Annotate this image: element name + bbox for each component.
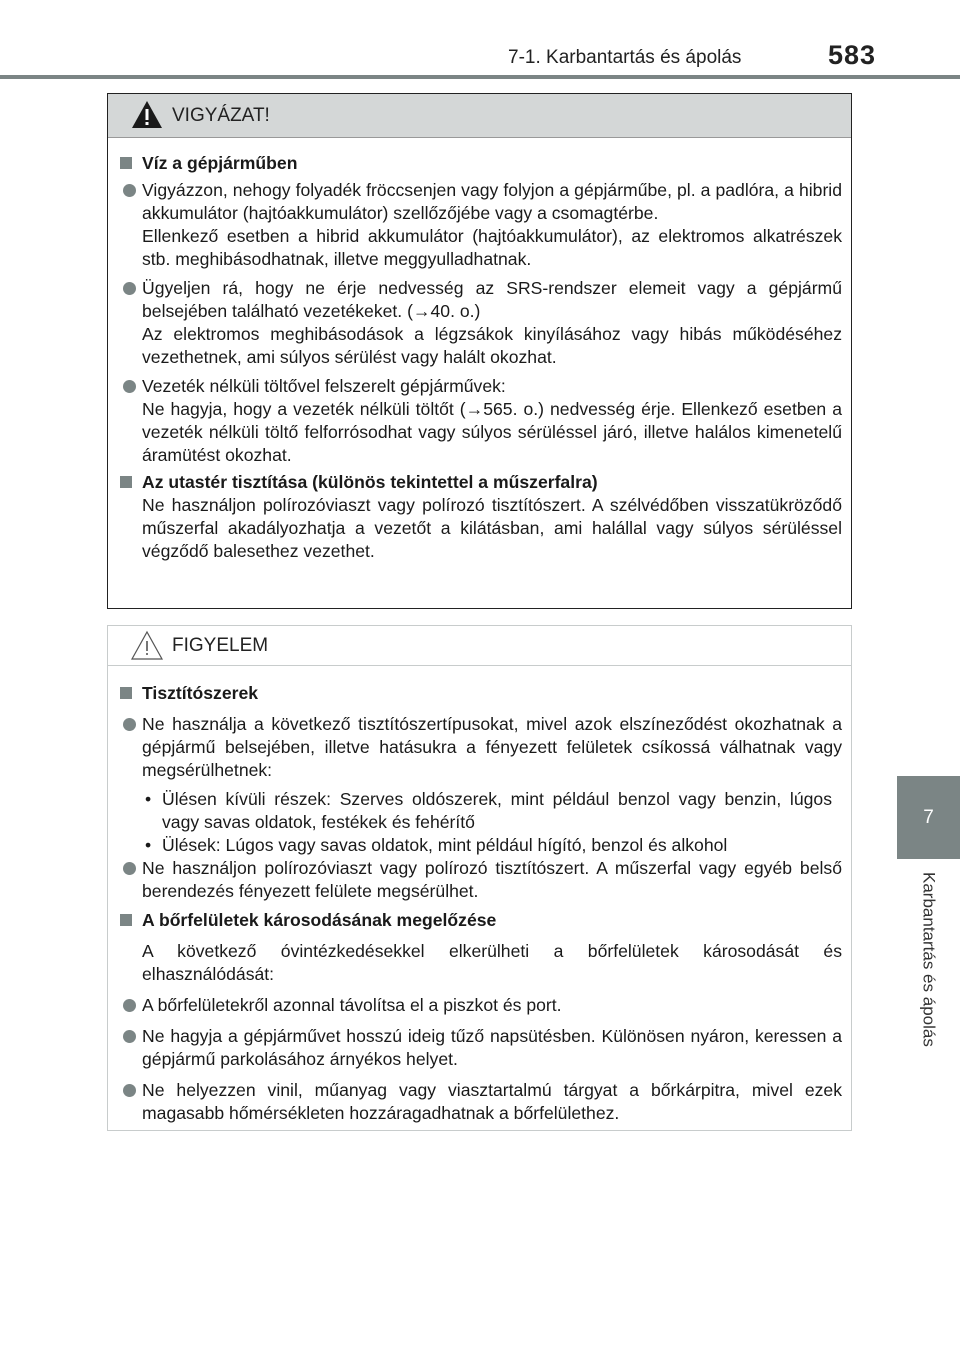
list-item xyxy=(118,994,842,1017)
paragraph: Ülések: Lúgos vagy savas oldatok, mint például hígító, benzol és alkohol xyxy=(162,835,728,855)
paragraph: Ne helyezzen vinil, műanyag vagy viasztartalmú tárgyat a bőrkárpitra, mivel ezek magasabb hőmérsékleten hozzáragadhatnak a bőrfelülethez. xyxy=(142,1080,842,1123)
circle-bullet-icon xyxy=(123,718,136,731)
notice-title: FIGYELEM xyxy=(172,634,269,656)
section-heading xyxy=(118,471,842,494)
circle-bullet-icon xyxy=(123,380,136,393)
circle-bullet-icon xyxy=(123,282,136,295)
paragraph: Ne használja a következő tisztítószertípusokat, mivel azok elszíneződést okozhatnak a gépjármű belsejében, illetve hatásukra a fényezett felületek csíkossá válhatnak vagy megsérülhetnek: xyxy=(142,714,842,780)
section-heading xyxy=(118,152,842,175)
chapter-tab: 7 xyxy=(897,776,960,859)
list-item xyxy=(118,1025,842,1071)
warning-box-header xyxy=(108,94,851,138)
paragraph: Ülésen kívüli részek: Szerves oldószerek, mint például benzol vagy benzin, lúgos vagy savas oldatok, festékek és fehérítő xyxy=(162,789,832,832)
paragraph: Az elektromos meghibásodások a légzsákok kinyílásához vagy hibás működéséhez vezethetnek, ami súlyos sérülést vagy halált okozhat. xyxy=(142,324,842,367)
list-item xyxy=(118,713,842,782)
circle-bullet-icon xyxy=(123,184,136,197)
paragraph: Vezeték nélküli töltővel felszerelt gépjárművek: xyxy=(142,376,506,396)
warning-triangle-icon xyxy=(130,99,164,130)
section-heading-text: Tisztítószerek xyxy=(142,683,259,703)
section-heading-text: Víz a gépjárműben xyxy=(142,153,298,173)
notice-box-header xyxy=(108,626,851,666)
chapter-side-label: Karbantartás és ápolás xyxy=(919,872,939,1047)
chapter-title: 7-1. Karbantartás és ápolás xyxy=(508,47,742,68)
section-heading-text: A bőrfelületek károsodásának megelőzése xyxy=(142,910,497,930)
circle-bullet-icon xyxy=(123,1030,136,1043)
notice-box xyxy=(107,625,852,1131)
list-item xyxy=(118,375,842,467)
square-bullet-icon xyxy=(120,914,132,926)
paragraph: Ne használjon polírozóviaszt vagy polírozó tisztítószert. A szélvédőben visszatükröződő műszerfal akadályozhatja a vezetőt a kilátásban, ami halállal vagy súlyos sérüléssel végződő balesethez vezethet. xyxy=(142,495,842,561)
sub-list-item xyxy=(118,788,842,834)
paragraph: A bőrfelületekről azonnal távolítsa el a piszkot és port. xyxy=(142,995,562,1015)
list-item xyxy=(118,857,842,903)
square-bullet-icon xyxy=(120,687,132,699)
sub-bullet-marker: • xyxy=(145,835,152,855)
paragraph: Ügyeljen rá, hogy ne érje nedvesség az SRS-rendszer elemeit vagy a gépjármű belsejében található vezetékeket. (→40. o.) xyxy=(142,278,842,321)
list-item xyxy=(118,179,842,271)
section-heading xyxy=(118,909,842,932)
warning-box-body xyxy=(108,138,851,563)
paragraph: A következő óvintézkedésekkel elkerülheti a bőrfelületek károsodását és elhasználódását: xyxy=(142,941,842,984)
sub-bullet-marker: • xyxy=(145,789,152,809)
section-heading xyxy=(118,682,842,705)
list-item xyxy=(118,277,842,369)
caution-triangle-icon xyxy=(130,630,164,661)
list-item xyxy=(118,1079,842,1125)
paragraph: Ellenkező esetben a hibrid akkumulátor (hajtóakkumulátor), az elektromos alkatrészek stb. meghibásodhatnak, illetve meggyulladhatnak. xyxy=(142,226,842,269)
paragraph: Ne hagyja, hogy a vezeték nélküli töltőt (→565. o.) nedvesség érje. Ellenkező esetben a vezeték nélküli töltő felforrósodhat vagy súlyos sérüléssel járó, illetve halálos kimenetelű áramütést okozhat. xyxy=(142,399,842,465)
circle-bullet-icon xyxy=(123,1084,136,1097)
notice-box-body xyxy=(108,666,851,1125)
paragraph: Vigyázzon, nehogy folyadék fröccsenjen vagy folyjon a gépjárműbe, pl. a padlóra, a hibrid akkumulátor (hajtóakkumulátor) szellőzőjébe vagy a csomagtérbe. xyxy=(142,180,842,223)
square-bullet-icon xyxy=(120,476,132,488)
circle-bullet-icon xyxy=(123,862,136,875)
circle-bullet-icon xyxy=(123,999,136,1012)
sub-list-item xyxy=(118,834,842,857)
warning-box xyxy=(107,93,852,609)
square-bullet-icon xyxy=(120,157,132,169)
page-number: 583 xyxy=(828,40,877,70)
paragraph: Ne használjon polírozóviaszt vagy polírozó tisztítószert. A műszerfal vagy egyéb belső berendezés fényezett felülete megsérülhet. xyxy=(142,858,842,901)
section-heading-text: Az utastér tisztítása (különös tekintettel a műszerfalra) xyxy=(142,472,598,492)
paragraph: Ne hagyja a gépjárművet hosszú ideig tűző napsütésben. Különösen nyáron, keressen a gépjármű parkolásához árnyékos helyet. xyxy=(142,1026,842,1069)
header-rule xyxy=(0,75,960,79)
warning-title: VIGYÁZAT! xyxy=(172,104,270,126)
